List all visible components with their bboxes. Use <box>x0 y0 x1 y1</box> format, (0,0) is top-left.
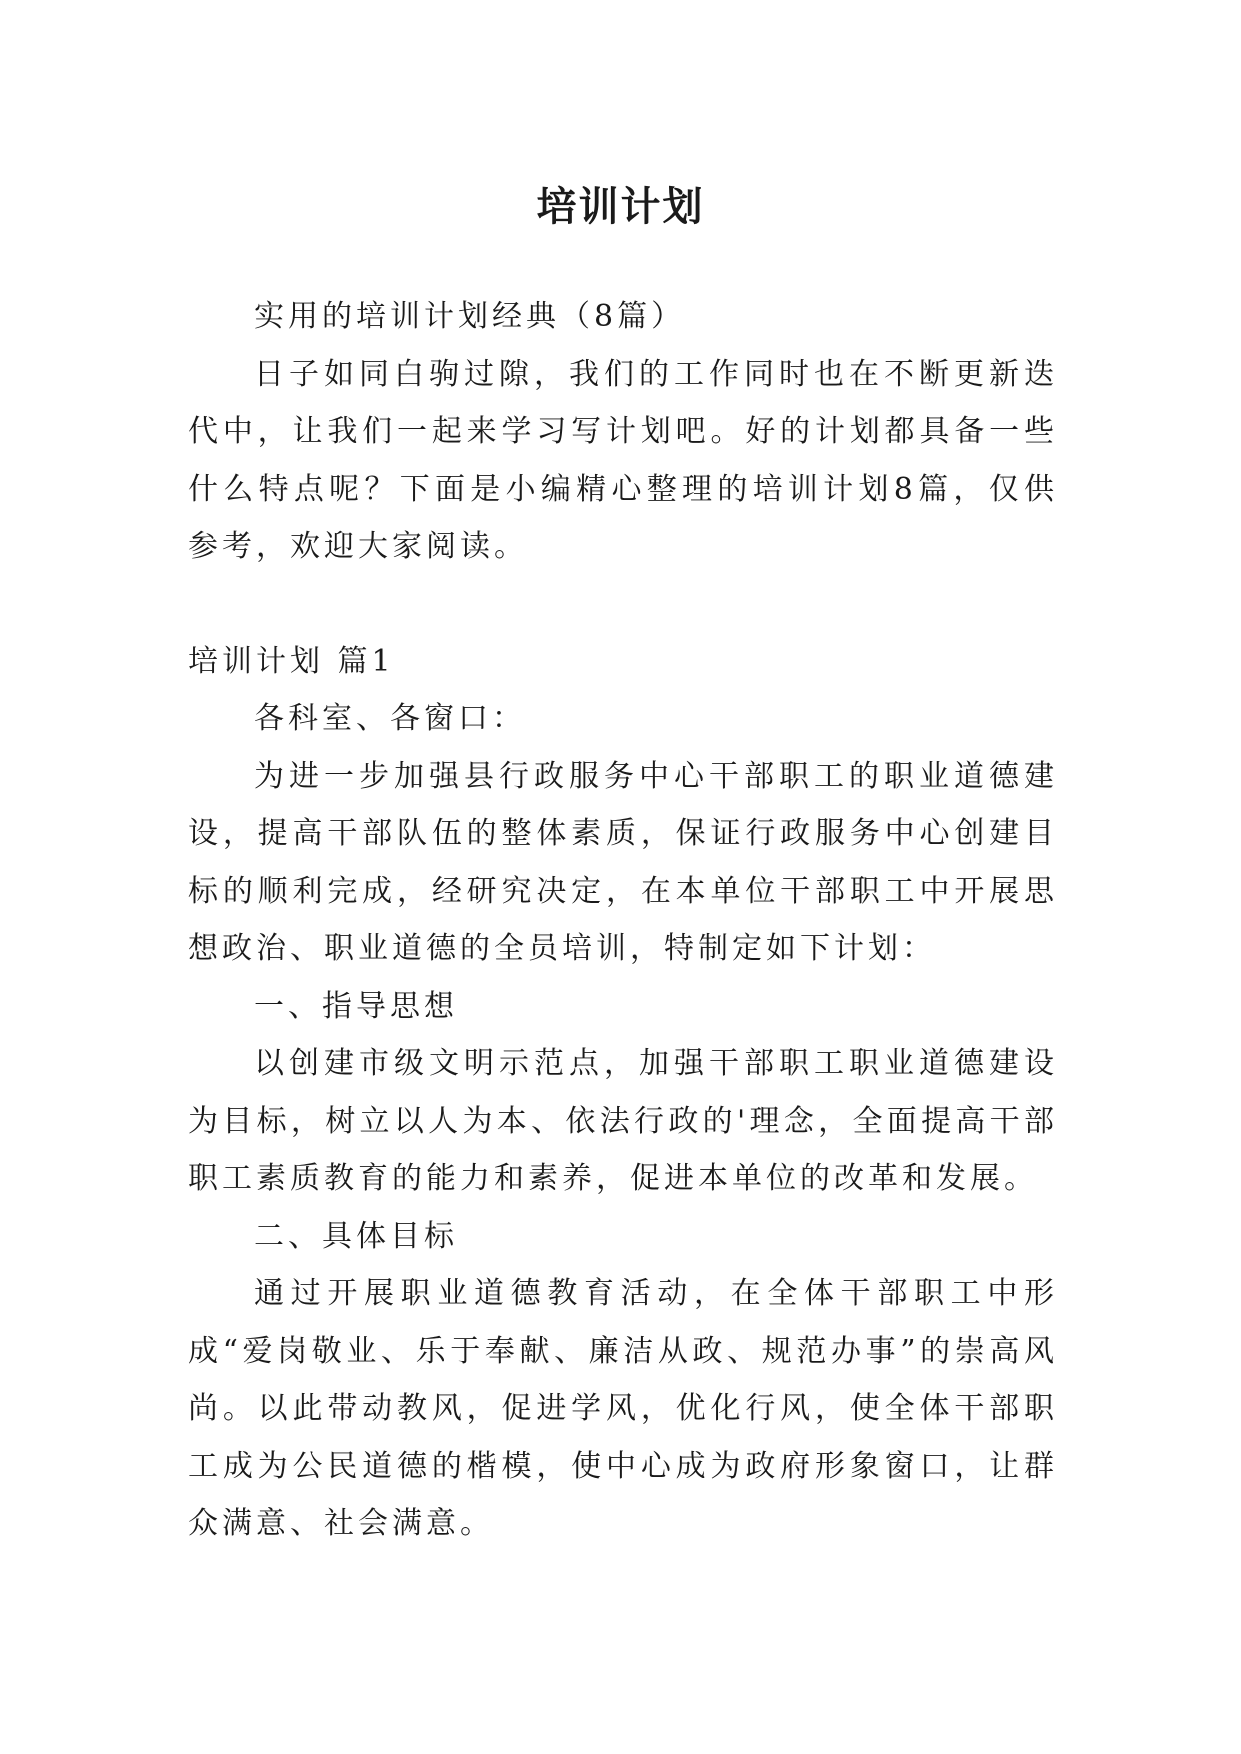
body-paragraph: 为进一步加强县行政服务中心干部职工的职业道德建设，提高干部队伍的整体素质，保证行政服务中心创建目标的顺利完成，经研究决定，在本单位干部职工中开展思想政治、职业道德的全员培训，特制定如下计划： <box>188 758 1058 966</box>
intro-subtitle: 实用的培训计划经典（8篇） <box>254 299 686 334</box>
document-title: 培训计划 <box>536 182 705 230</box>
salutation: 各科室、各窗口： <box>254 701 526 736</box>
section-heading: 培训计划 篇1 <box>188 643 395 679</box>
body-paragraph: 以创建市级文明示范点，加强干部职工职业道德建设为目标，树立以人为本、依法行政的'理念，全面提高干部职工素质教育的能力和素养，促进本单位的改革和发展。 <box>188 1046 1058 1196</box>
intro-paragraph: 日子如同白驹过隙，我们的工作同时也在不断更新迭代中，让我们一起来学习写计划吧。好的计划都具备一些什么特点呢？下面是小编精心整理的培训计划8篇，仅供参考，欢迎大家阅读。 <box>188 356 1058 564</box>
subheading-guiding-ideology: 一、指导思想 <box>254 988 458 1024</box>
subheading-specific-goals: 二、具体目标 <box>254 1218 458 1254</box>
body-paragraph: 通过开展职业道德教育活动，在全体干部职工中形成“爱岗敬业、乐于奉献、廉洁从政、规范办事”的崇高风尚。以此带动教风，促进学风，优化行风，使全体干部职工成为公民道德的楷模，使中心成为政府形象窗口，让群众满意、社会满意。 <box>188 1276 1058 1541</box>
document-body <box>188 288 1058 1553</box>
